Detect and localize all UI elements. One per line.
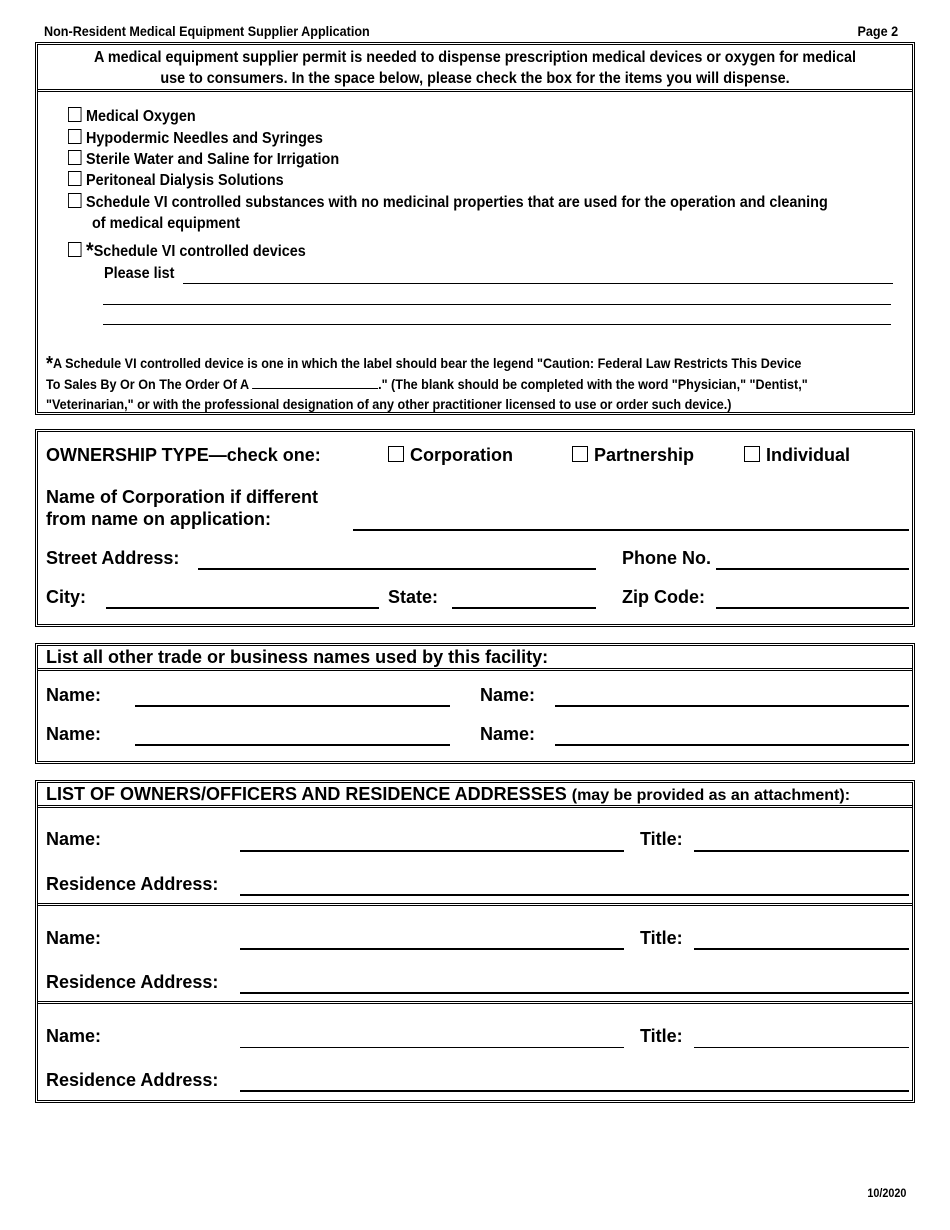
- corp-name-label-line1: Name of Corporation if different: [46, 487, 319, 507]
- trade-names-heading: List all other trade or business names used by this facility:: [46, 647, 549, 667]
- trade-name-label: Name:: [46, 685, 102, 705]
- please-list-line[interactable]: [103, 324, 891, 325]
- option-label: Individual: [766, 445, 851, 465]
- item-label: Sterile Water and Saline for Irrigation: [86, 151, 340, 168]
- owner-title-label: Title:: [640, 1026, 683, 1046]
- owners-section: [35, 780, 915, 1103]
- owner-1-address-field[interactable]: [240, 894, 909, 896]
- owner-1-name-field[interactable]: [240, 850, 624, 852]
- please-list-line[interactable]: [103, 304, 891, 305]
- item-peritoneal-dialysis: [68, 171, 284, 190]
- row-divider: [38, 903, 912, 906]
- item-medical-oxygen: [68, 107, 196, 126]
- item-label: Peritoneal Dialysis Solutions: [86, 172, 284, 189]
- practitioner-blank: [252, 376, 378, 389]
- checkbox-sterile-water[interactable]: [68, 150, 82, 165]
- schedule-vi-note: [46, 353, 919, 414]
- street-address-label: Street Address:: [46, 548, 180, 568]
- owner-3-title-field[interactable]: [694, 1047, 909, 1048]
- owners-heading-note: (may be provided as an attachment):: [571, 787, 851, 804]
- item-hypodermic-needles: [68, 129, 323, 148]
- trade-name-field-1[interactable]: [135, 705, 450, 707]
- trade-name-label: Name:: [480, 724, 536, 744]
- checkbox-peritoneal-dialysis[interactable]: [68, 171, 82, 186]
- city-label: City:: [46, 587, 86, 607]
- owner-address-label: Residence Address:: [46, 874, 219, 894]
- state-field[interactable]: [452, 607, 596, 609]
- phone-label: Phone No.: [622, 548, 711, 568]
- owner-address-label: Residence Address:: [46, 1070, 219, 1090]
- trade-name-field-3[interactable]: [135, 744, 450, 746]
- state-label: State:: [388, 587, 439, 607]
- checkbox-schedule-vi-devices[interactable]: [68, 242, 82, 257]
- asterisk: *: [46, 353, 54, 375]
- item-label: Schedule VI controlled substances with no medicinal properties that are used for the operation and cleaning: [86, 194, 828, 211]
- page-number: Page 2: [857, 23, 898, 39]
- item-schedule-vi-substances: [68, 193, 828, 212]
- checkbox-corporation[interactable]: [388, 446, 404, 462]
- note-text: A Schedule VI controlled device is one in which the label should bear the legend "Caution: Federal Law Restricts This Device: [53, 355, 802, 371]
- option-label: Partnership: [594, 445, 695, 465]
- item-sterile-water: [68, 150, 339, 169]
- trade-name-label: Name:: [480, 685, 536, 705]
- item-label: Hypodermic Needles and Syringes: [86, 130, 323, 147]
- zip-label: Zip Code:: [622, 587, 705, 607]
- dispense-intro: A medical equipment supplier permit is needed to dispense prescription medical devices or oxygen for medical use to consumers. In the space below, please check the box for the items you will dispense.: [93, 49, 857, 87]
- option-individual[interactable]: [744, 445, 850, 466]
- owner-title-label: Title:: [640, 928, 683, 948]
- item-schedule-vi-substances-cont: of medical equipment: [92, 215, 241, 232]
- note-text: "Veterinarian," or with the professional designation of any other practitioner licensed to use or order such device.): [46, 396, 732, 412]
- owner-3-address-field[interactable]: [240, 1090, 909, 1092]
- dispense-section: [35, 42, 915, 415]
- owner-3-name-field[interactable]: [240, 1047, 624, 1048]
- owner-name-label: Name:: [46, 829, 102, 849]
- owners-heading-text: LIST OF OWNERS/OFFICERS AND RESIDENCE ADDRESSES: [46, 784, 567, 804]
- checkbox-partnership[interactable]: [572, 446, 588, 462]
- owners-heading: [46, 784, 850, 805]
- ownership-type-label: OWNERSHIP TYPE—check one:: [46, 445, 321, 465]
- note-text: To Sales By Or On The Order Of A: [46, 376, 249, 392]
- please-list-line[interactable]: [183, 283, 893, 284]
- city-field[interactable]: [106, 607, 379, 609]
- owner-2-title-field[interactable]: [694, 948, 909, 950]
- section-divider: [38, 668, 912, 671]
- owner-title-label: Title:: [640, 829, 683, 849]
- zip-field[interactable]: [716, 607, 909, 609]
- owner-1-title-field[interactable]: [694, 850, 909, 852]
- asterisk: *: [86, 238, 94, 263]
- trade-name-field-2[interactable]: [555, 705, 909, 707]
- owner-address-label: Residence Address:: [46, 972, 219, 992]
- item-label: Medical Oxygen: [86, 108, 196, 125]
- form-title: Non-Resident Medical Equipment Supplier Application: [44, 23, 370, 39]
- checkbox-medical-oxygen[interactable]: [68, 107, 82, 122]
- option-label: Corporation: [410, 445, 513, 465]
- owner-2-address-field[interactable]: [240, 992, 909, 994]
- note-text: ." (The blank should be completed with the word "Physician," "Dentist,": [378, 376, 808, 392]
- checkbox-hypodermic-needles[interactable]: [68, 129, 82, 144]
- owner-name-label: Name:: [46, 928, 102, 948]
- item-label: Schedule VI controlled devices: [93, 243, 306, 260]
- street-address-field[interactable]: [198, 568, 596, 570]
- section-divider: [38, 89, 912, 92]
- section-divider: [38, 805, 912, 808]
- corp-name-field[interactable]: [353, 529, 909, 531]
- please-list-label: Please list: [104, 265, 175, 282]
- corp-name-label-line2: from name on application:: [46, 509, 272, 529]
- owner-2-name-field[interactable]: [240, 948, 624, 950]
- owner-name-label: Name:: [46, 1026, 102, 1046]
- phone-field[interactable]: [716, 568, 909, 570]
- revision-date: 10/2020: [866, 1186, 906, 1200]
- trade-name-field-4[interactable]: [555, 744, 909, 746]
- checkbox-individual[interactable]: [744, 446, 760, 462]
- trade-name-label: Name:: [46, 724, 102, 744]
- row-divider: [38, 1001, 912, 1004]
- option-corporation[interactable]: [388, 445, 513, 466]
- option-partnership[interactable]: [572, 445, 694, 466]
- checkbox-schedule-vi-substances[interactable]: [68, 193, 82, 208]
- item-schedule-vi-devices: [68, 238, 306, 264]
